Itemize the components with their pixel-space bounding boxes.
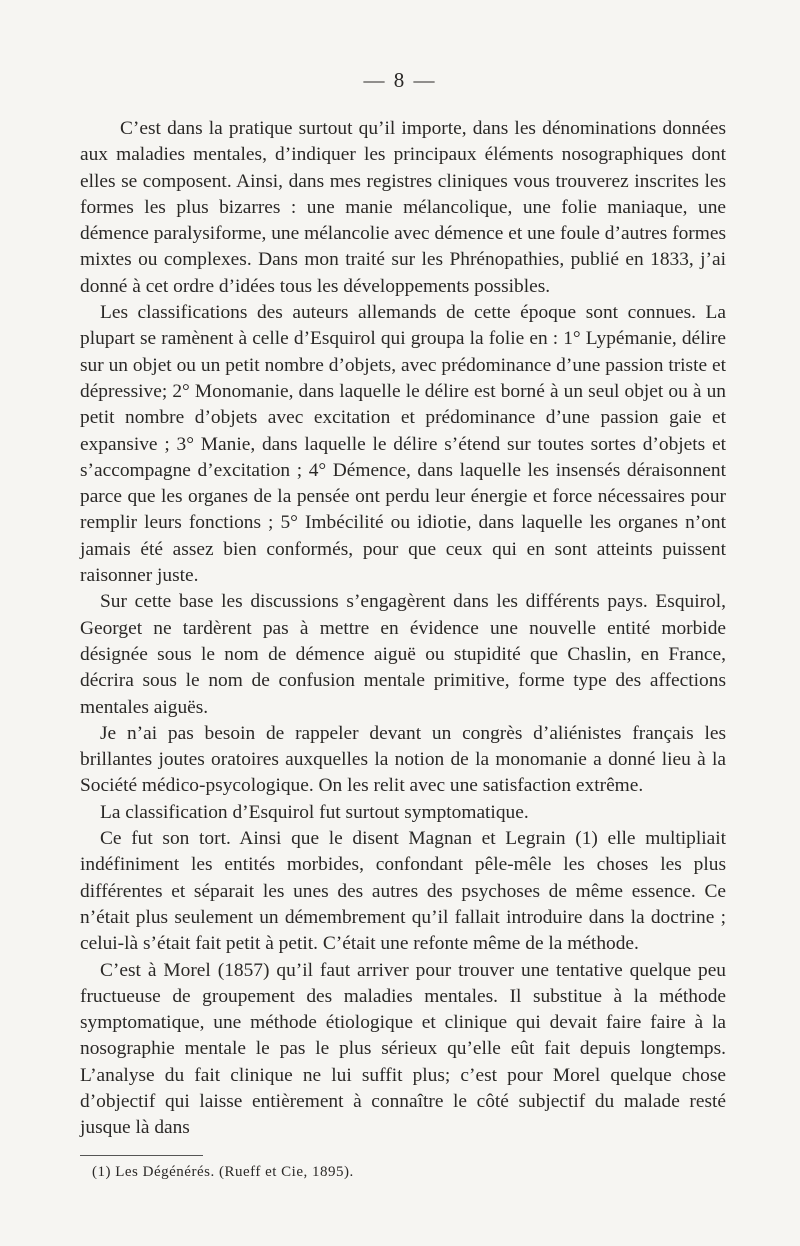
page-number: — 8 — xyxy=(363,68,437,92)
footnote-divider xyxy=(80,1155,203,1156)
footnote: (1) Les Dégénérés. (Rueff et Cie, 1895). xyxy=(92,1164,354,1180)
paragraph-7: C’est à Morel (1857) qu’il faut arriver pour trouver une tentative quelque peu fructueuse de groupement des maladies mentales. Il substitue à la méthode symptomatique, une méthode étiologique et clinique qui devait faire faire à la nosographie mentale le pas le plus sérieux qu’elle eût fait depuis longtemps. L’analyse du fait clinique ne lui suffit plus; c’est pour Morel quelque chose d’objectif qui laisse entièrement à connaître le côté subjectif du malade resté jusque là dans xyxy=(80,959,726,1139)
paragraph-1: C’est dans la pratique surtout qu’il importe, dans les dénominations données aux maladies mentales, d’indiquer les principaux éléments nosographiques dont elles se composent. Ainsi, dans mes registres cliniques vous trouverez inscrites les formes les plus bizarres : une manie mélancolique, une folie maniaque, une démence paralysiforme, une mélancolie avec démence et une foule d’autres formes mixtes ou complexes. Dans mon traité sur les Phrénopathies, publié en 1833, j’ai donné à cet ordre d’idées tous les développements possibles. xyxy=(80,118,726,297)
paragraph-4: Je n’ai pas besoin de rappeler devant un congrès d’aliénistes français les brillantes joutes oratoires auxquelles la notion de la monomanie a donné lieu à la Société médico-psycologique. On les relit avec une satisfaction extrême. xyxy=(80,722,726,797)
paragraph-5: La classification d’Esquirol fut surtout symptomatique. xyxy=(100,801,529,823)
paragraph-3: Sur cette base les discussions s’engagèrent dans les différents pays. Esquirol, Georget ne tardèrent pas à mettre en évidence une nouvelle entité morbide désignée sous le nom de démence aiguë ou stupidité que Chaslin, en France, décrira sous le nom de confusion mentale primitive, forme type des affections mentales aiguës. xyxy=(80,591,726,718)
paragraph-6: Ce fut son tort. Ainsi que le disent Magnan et Legrain (1) elle multipliait indéfiniment les entités morbides, confondant pêle-mêle les choses les plus différentes et séparait les unes des autres des psychoses de même essence. Ce n’était plus seulement un démembrement qu’il fallait introduire dans la doctrine ; celui-là s’était fait petit à petit. C’était une refonte même de la méthode. xyxy=(80,828,726,955)
body-text xyxy=(80,116,726,1142)
paragraph-2: Les classifications des auteurs allemands de cette époque sont connues. La plupart se ramènent à celle d’Esquirol qui groupa la folie en : 1° Lypémanie, délire sur un objet ou un petit nombre d’objets, avec prédominance d’une passion triste et dépressive; 2° Monomanie, dans laquelle le délire est borné à un seul objet ou à un petit nombre d’objets avec excitation et prédominance d’une passion gaie et expansive ; 3° Manie, dans laquelle le délire s’étend sur toutes sortes d’objets et s’accompagne d’excitation ; 4° Démence, dans laquelle les insensés déraisonnent parce que les organes de la pensée ont perdu leur énergie et force nécessaires pour remplir leurs fonctions ; 5° Imbécilité ou idiotie, dans laquelle les organes n’ont jamais été assez bien conformés, pour que ceux qui en sont atteints puissent raisonner juste. xyxy=(80,302,726,587)
